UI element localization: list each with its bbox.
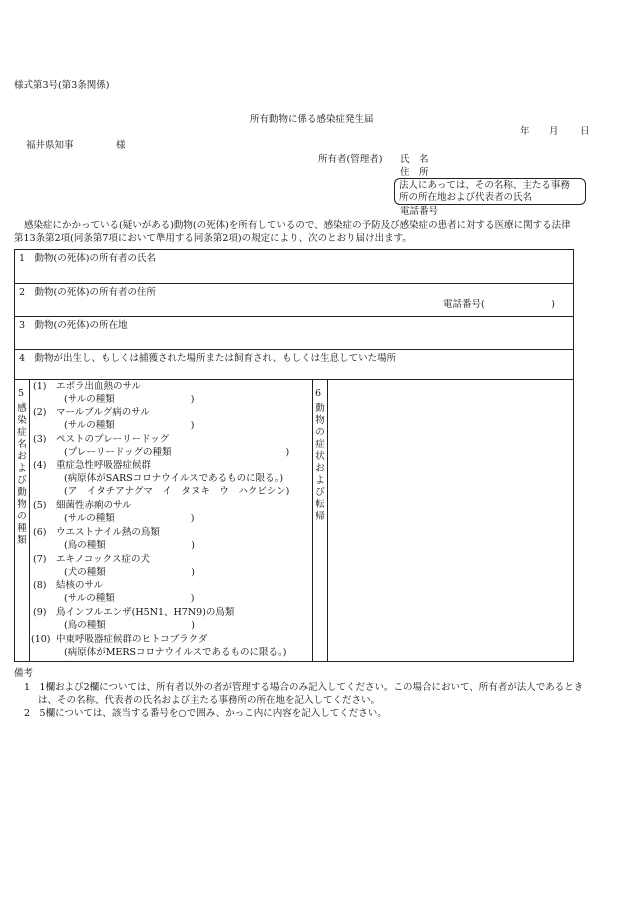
note-2: 2 5欄については、該当する番号を○で囲み、かっこ内に内容を記入してください。 (24, 708, 387, 719)
owner-name-label: 氏 名 (400, 154, 429, 165)
date-day-label: 日 (580, 126, 590, 137)
disease-9-name: 鳥インフルエンザ(H5N1、H7N9)の鳥類 (56, 607, 235, 618)
disease-1-species[interactable]: (サルの種類 ) (64, 394, 195, 405)
disease-3-species[interactable]: (プレーリードッグの種類 ) (64, 447, 290, 458)
owner-phone-label: 電話番号 (400, 206, 439, 217)
disease-1-number[interactable]: (1) (33, 381, 47, 392)
disease-9-species[interactable]: (鳥の種類 ) (64, 620, 195, 631)
disease-7-name: エキノコックス症の犬 (56, 554, 151, 565)
section-6-left-divider (312, 379, 313, 662)
field-3-box[interactable] (14, 316, 574, 350)
field-2-label: 2 動物(の死体)の所有者の住所 (19, 287, 156, 298)
owner-address-label: 住 所 (400, 167, 429, 178)
section-5-number: 5 (18, 388, 25, 399)
disease-8-number[interactable]: (8) (33, 580, 47, 591)
field-3-label: 3 動物(の死体)の所在地 (19, 320, 128, 331)
corporate-note-line1: 法人にあっては、その名称、主たる事務 (399, 180, 570, 191)
field-4-label: 4 動物が出生し、もしくは捕獲された場所または飼育され、もしくは生息していた場所 (19, 353, 397, 364)
disease-2-number[interactable]: (2) (33, 407, 47, 418)
notes-heading: 備考 (14, 668, 34, 679)
disease-5-number[interactable]: (5) (33, 500, 47, 511)
field-1-box[interactable] (14, 249, 574, 284)
disease-7-species[interactable]: (犬の種類 ) (64, 567, 195, 578)
addressee-name: 福井県知事 (26, 140, 74, 151)
section-6-vertical-label: 動物の症状および転帰 (315, 403, 325, 522)
disease-3-name: ペストのプレーリードッグ (56, 434, 170, 445)
addressee-honorific: 様 (116, 140, 126, 151)
disease-6-number[interactable]: (6) (33, 527, 47, 538)
field-1-label: 1 動物(の死体)の所有者の氏名 (19, 253, 156, 264)
disease-1-name: エボラ出血熱のサル (56, 381, 142, 392)
document-title: 所有動物に係る感染症発生届 (250, 114, 374, 125)
disease-10-condition: (病原体がMERSコロナウイルスであるものに限る。) (64, 647, 287, 658)
disease-5-name: 細菌性赤痢のサル (56, 500, 132, 511)
disease-4-condition: (病原体がSARSコロナウイルスであるものに限る。) (64, 473, 284, 484)
disease-4-species[interactable]: (ア イタチアナグマ イ タヌキ ウ ハクビシン) (64, 486, 290, 497)
section-5-vertical-label: 感染症名および動物の種類 (17, 403, 27, 546)
owner-label: 所有者(管理者) (318, 154, 383, 165)
disease-4-name: 重症急性呼吸器症候群 (56, 460, 152, 471)
disease-10-number[interactable]: (10) (31, 634, 51, 645)
disease-2-name: マールブルグ病のサル (56, 407, 150, 418)
intro-line1: 感染症にかかっている(疑いがある)動物(の死体)を所有しているので、感染症の予防及び感染症の患者に対する医療に関する法律 (24, 220, 571, 231)
note-1-line1: 1 1欄および2欄については、所有者以外の者が管理する場合のみ記入してください。この場合において、所有者が法人であるとき (24, 682, 584, 693)
disease-3-number[interactable]: (3) (33, 434, 47, 445)
note-1-line2: は、その名称、代表者の氏名および主たる事務所の所在地を記入してください。 (38, 695, 381, 706)
date-month-label: 月 (549, 126, 559, 137)
disease-8-species[interactable]: (サルの種類 ) (64, 593, 195, 604)
section-5-divider (29, 379, 30, 662)
disease-7-number[interactable]: (7) (33, 554, 47, 565)
section-6-number: 6 (315, 388, 322, 399)
section-6-label-divider (327, 379, 328, 662)
intro-line2: 第13条第2項(同条第7項において準用する同条第2項)の規定により、次のとおり届け出ます。 (14, 233, 412, 244)
disease-2-species[interactable]: (サルの種類 ) (64, 420, 195, 431)
disease-4-number[interactable]: (4) (33, 460, 47, 471)
disease-10-name: 中東呼吸器症候群のヒトコブラクダ (56, 634, 208, 645)
date-year-label: 年 (520, 126, 530, 137)
disease-9-number[interactable]: (9) (33, 607, 47, 618)
disease-6-species[interactable]: (鳥の種類 ) (64, 540, 195, 551)
field-2-box[interactable] (14, 283, 574, 317)
disease-6-name: ウエストナイル熱の鳥類 (56, 527, 160, 538)
field-2-phone: 電話番号( ) (443, 299, 555, 310)
form-number: 様式第3号(第3条関係) (14, 80, 110, 91)
disease-8-name: 結核のサル (56, 580, 104, 591)
corporate-note-line2: 所の所在地および代表者の氏名 (399, 192, 533, 203)
disease-5-species[interactable]: (サルの種類 ) (64, 513, 195, 524)
field-4-box[interactable] (14, 349, 574, 380)
